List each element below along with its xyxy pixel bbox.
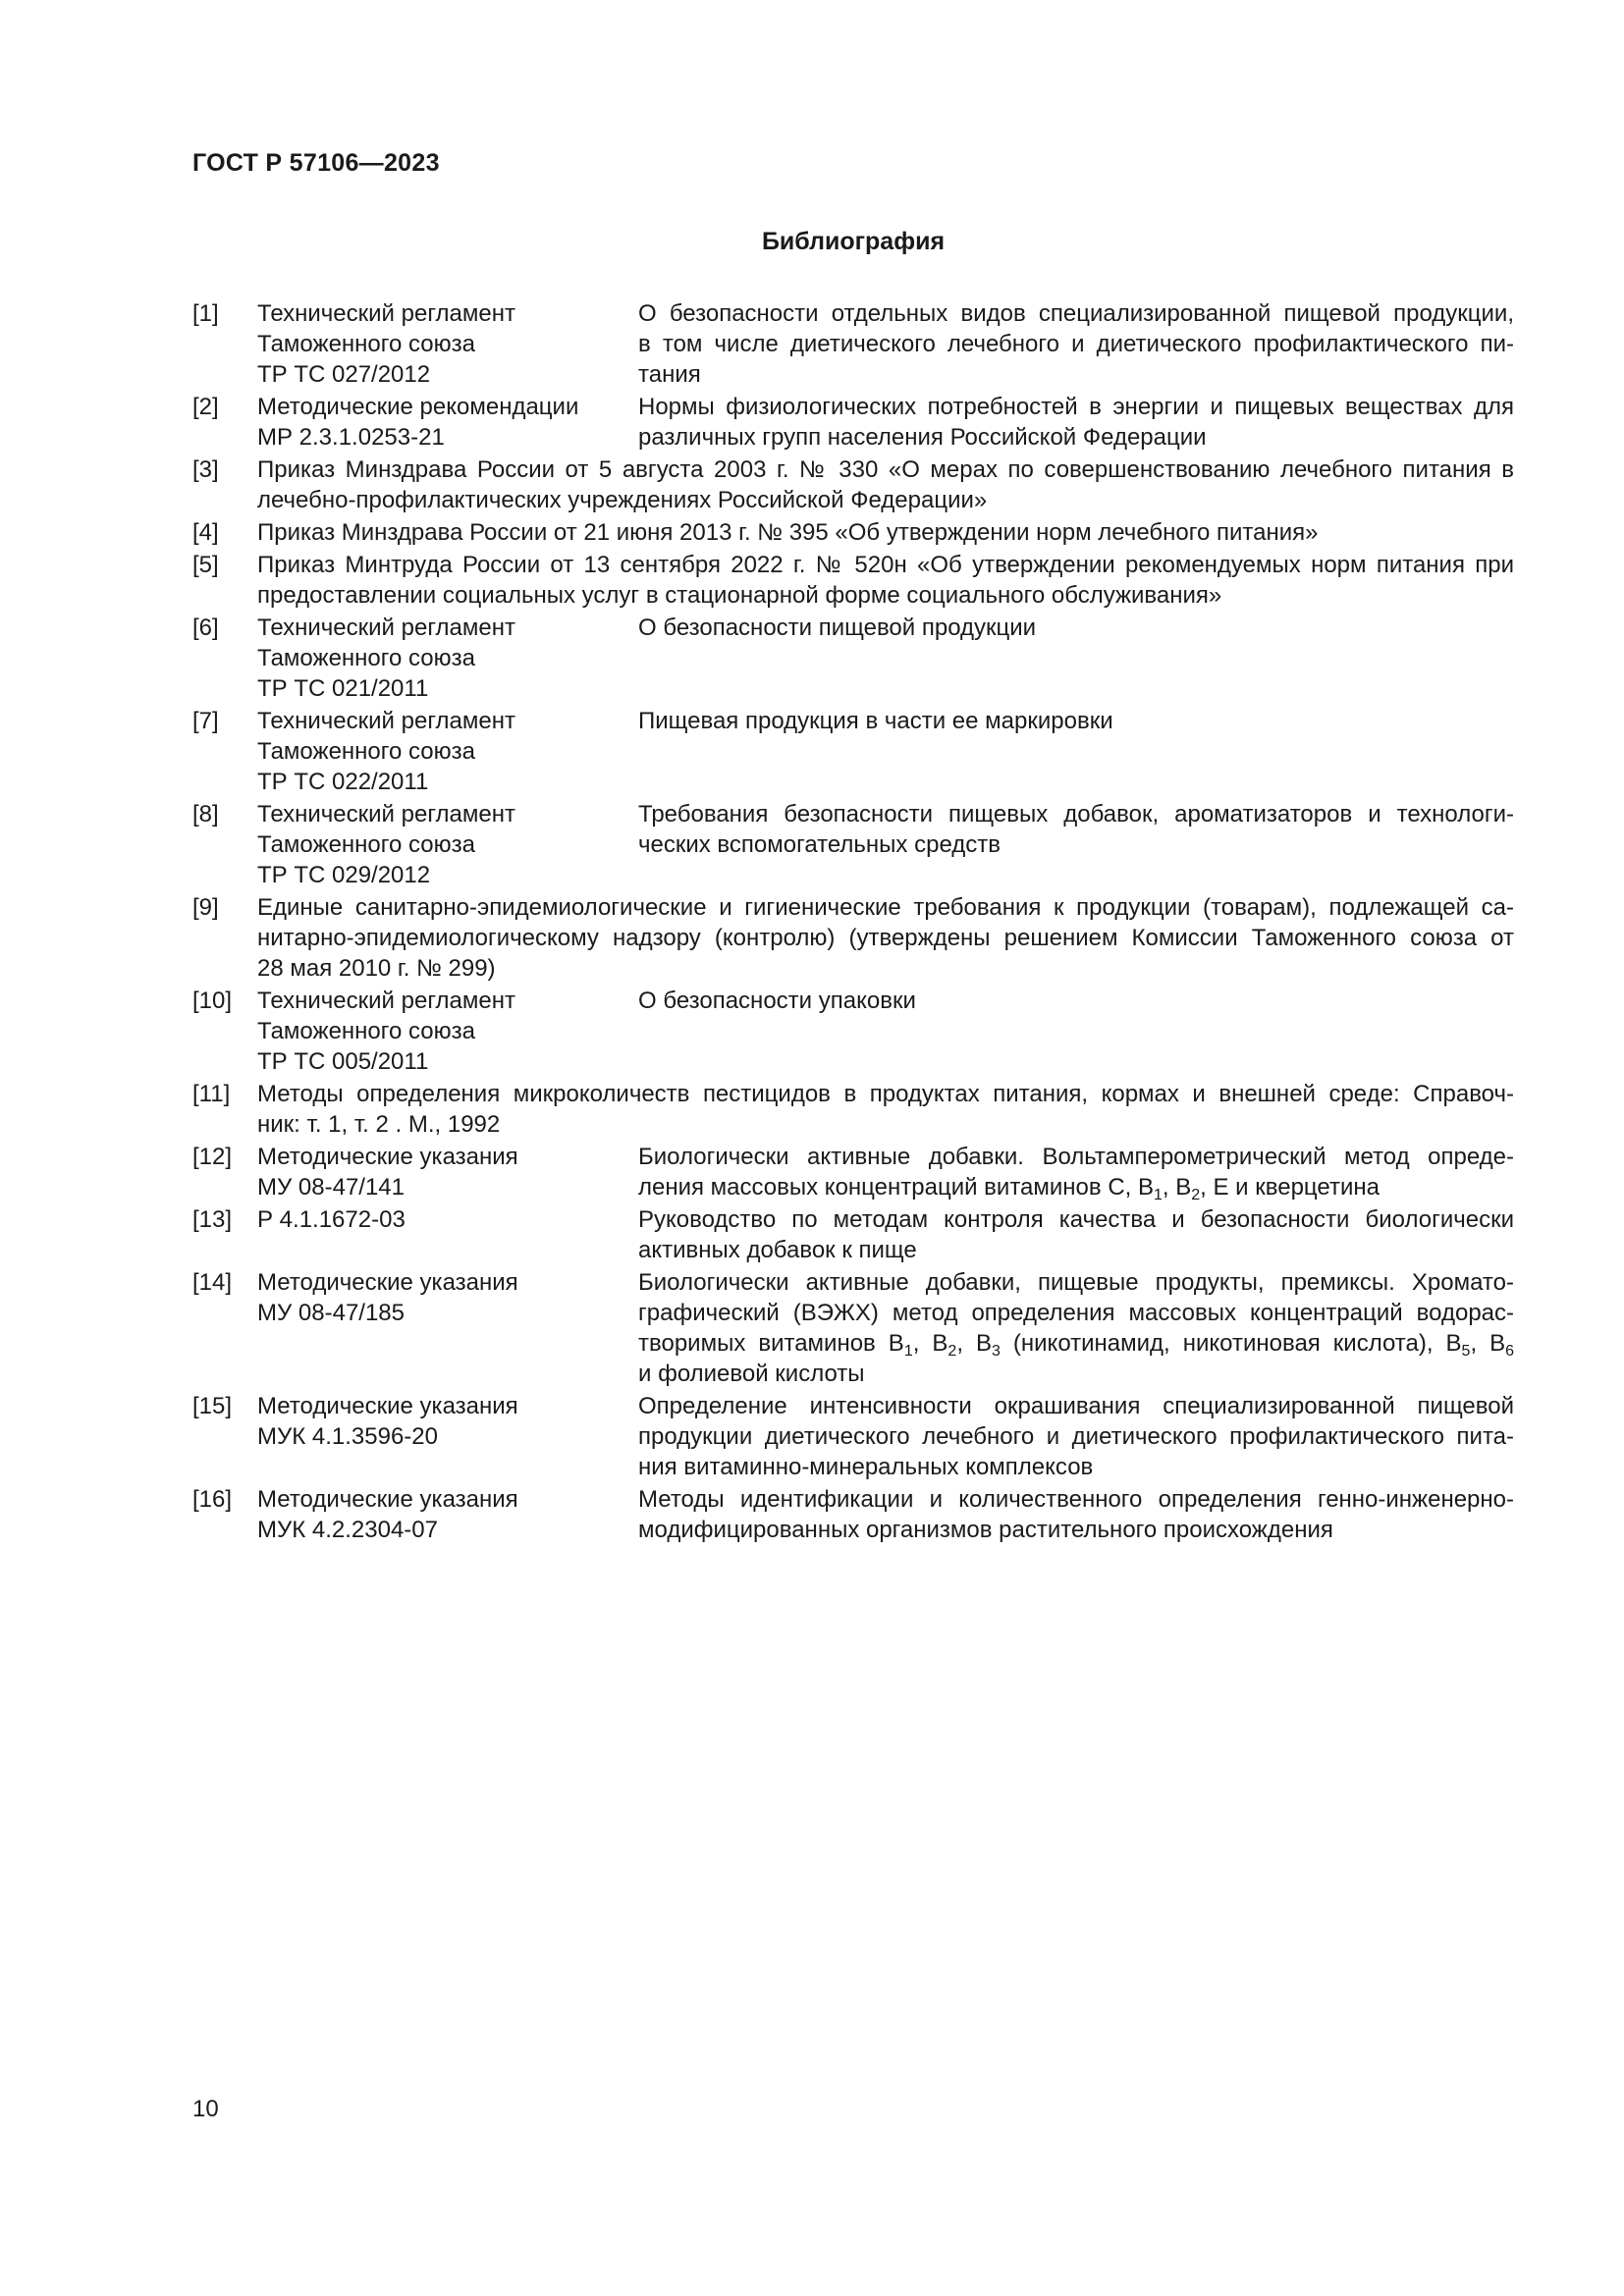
entry-text-line: Приказ Минтруда России от 13 сентября 2022 г. № 520н «Об утверждении рекомендуемых норм питания при [257,552,1514,578]
entry-source-line: Таможенного союза [257,331,475,357]
entry-source-line: МУК 4.1.3596-20 [257,1423,438,1450]
entry-source-line: Технический регламент [257,801,515,828]
bibliography-entry [192,892,1514,984]
entry-number: [9] [192,894,219,921]
entry-description [638,1484,1514,1545]
bibliography-entry [192,1079,1514,1140]
entry-source-line: Технический регламент [257,988,515,1014]
bibliography-entry [192,986,1514,1077]
entry-description-line: и фолиевой кислоты [638,1361,865,1387]
entry-description-line: Биологически активные добавки. Вольтамперометрический метод опреде- [638,1144,1514,1170]
entry-source-line: Технический регламент [257,614,515,641]
entry-description-line: активных добавок к пище [638,1237,917,1263]
entry-number: [8] [192,801,219,828]
entry-number: [13] [192,1206,233,1233]
entry-description-line: тания [638,361,701,388]
entry-source-line: Технический регламент [257,708,515,734]
entry-source [257,986,638,1077]
entry-source-line: МУК 4.2.2304-07 [257,1517,438,1543]
entry-description-line: творимых витаминов $В_1$, $В_2$, $В_3$ (никотинамид, никотиновая кислота), $В_5$, $В_6$ [638,1330,1515,1360]
bibliography-entry [192,1391,1514,1482]
entry-description [638,1142,1514,1202]
entry-description-line: Пищевая продукция в части ее маркировки [638,708,1113,734]
entry-source-line: ТР ТС 029/2012 [257,862,431,888]
page-number: 10 [192,2096,219,2122]
entry-text [257,517,1514,548]
entry-source-line: МР 2.3.1.0253-21 [257,424,445,451]
entry-description-line: Биологически активные добавки, пищевые продукты, премиксы. Хромато- [638,1269,1514,1296]
entry-description [638,1267,1514,1389]
entry-text-line: Единые санитарно-эпидемиологические и гигиенические требования к продукции (товарам), подлежащей са- [257,894,1514,921]
entry-source [257,1391,638,1482]
entry-description-line: Требования безопасности пищевых добавок, ароматизаторов и технологи- [638,801,1514,828]
entry-number: [16] [192,1486,233,1513]
bibliography-entry [192,550,1514,611]
entry-description [638,1204,1514,1265]
document-header: ГОСТ Р 57106—2023 [192,149,440,177]
entry-number: [3] [192,456,219,483]
entry-number: [15] [192,1393,233,1419]
entry-source [257,613,638,704]
entry-source-line: ТР ТС 021/2011 [257,675,429,702]
entry-number: [2] [192,394,219,420]
entry-description-line: модифицированных организмов растительного происхождения [638,1517,1333,1543]
bibliography-entry [192,1142,1514,1202]
entry-source-line: Методические рекомендации [257,394,579,420]
bibliography-entry [192,298,1514,390]
entry-text-line: ник: т. 1, т. 2 . М., 1992 [257,1111,501,1138]
entry-description [638,1391,1514,1482]
entry-description-line: О безопасности пищевой продукции [638,614,1037,641]
section-title: Библиография [761,228,946,255]
entry-text-line: нитарно-эпидемиологическому надзору (контролю) (утверждены решением Комиссии Таможенного союза от [257,925,1514,951]
entry-source-line: ТР ТС 005/2011 [257,1048,429,1075]
entry-text-line: Приказ Минздрава России от 5 августа 2003 г. № 330 «О мерах по совершенствованию лечебного питания в [257,456,1514,483]
entry-source-line: ТР ТС 022/2011 [257,769,429,795]
entry-number: [12] [192,1144,233,1170]
bibliography-entry [192,517,1514,548]
entry-source [257,392,638,453]
entry-description [638,392,1514,453]
entry-description-line: Нормы физиологических потребностей в энергии и пищевых веществах для [638,394,1514,420]
entry-description-line: О безопасности отдельных видов специализированной пищевой продукции, [638,300,1514,327]
bibliography-entry [192,613,1514,704]
entry-number: [6] [192,614,219,641]
entry-text-line: предоставлении социальных услуг в стационарной форме социального обслуживания» [257,582,1222,609]
entry-description [638,613,1514,704]
entry-description [638,986,1514,1077]
entry-source-line: Методические указания [257,1486,518,1513]
entry-description-line: Методы идентификации и количественного определения генно-инженерно- [638,1486,1514,1513]
entry-description-line: в том числе диетического лечебного и диетического профилактического пи- [638,331,1514,357]
entry-source-line: Таможенного союза [257,1018,475,1044]
entry-number: [5] [192,552,219,578]
entry-source-line: Таможенного союза [257,831,475,858]
bibliography-entry [192,392,1514,453]
entry-text [257,454,1514,515]
entry-source [257,1484,638,1545]
bibliography-entry [192,706,1514,797]
entry-source-line: Таможенного союза [257,645,475,671]
entry-source-line: Методические указания [257,1144,518,1170]
entry-number: [1] [192,300,219,327]
entry-description-line: ческих вспомогательных средств [638,831,1001,858]
entry-description-line: О безопасности упаковки [638,988,916,1014]
entry-source [257,1267,638,1389]
entry-description-line: ния витаминно-минеральных комплексов [638,1454,1094,1480]
entry-text-line: лечебно-профилактических учреждениях Российской Федерации» [257,487,988,513]
entry-number: [14] [192,1269,233,1296]
entry-number: [10] [192,988,233,1014]
entry-text-line: Методы определения микроколичеств пестицидов в продуктах питания, кормах и внешней среде: Справоч- [257,1081,1514,1107]
bibliography-entry [192,1484,1514,1545]
entry-description-line: ления массовых концентраций витаминов С, $В_1$, $В_2$, Е и кверцетина [638,1174,1380,1203]
bibliography-entry [192,1267,1514,1389]
entry-text-line: Приказ Минздрава России от 21 июня 2013 г. № 395 «Об утверждении норм лечебного питания» [257,519,1319,546]
entry-description-line: Руководство по методам контроля качества и безопасности биологически [638,1206,1514,1233]
entry-source-line: МУ 08-47/185 [257,1300,405,1326]
entry-source [257,706,638,797]
entry-source [257,1204,638,1265]
entry-text [257,1079,1514,1140]
bibliography-entry [192,1204,1514,1265]
entry-source [257,1142,638,1202]
entry-source-line: Таможенного союза [257,738,475,765]
entry-description [638,298,1514,390]
bibliography-entry [192,799,1514,890]
entry-text-line: 28 мая 2010 г. № 299) [257,955,496,982]
entry-text [257,550,1514,611]
entry-source-line: Р 4.1.1672-03 [257,1206,406,1233]
entry-source [257,799,638,890]
entry-source-line: Методические указания [257,1393,518,1419]
entry-source-line: ТР ТС 027/2012 [257,361,431,388]
bibliography-list [192,298,1514,1547]
entry-number: [4] [192,519,219,546]
entry-description [638,706,1514,797]
entry-number: [7] [192,708,219,734]
entry-description-line: графический (ВЭЖХ) метод определения массовых концентраций водорас- [638,1300,1514,1326]
entry-source-line: Технический регламент [257,300,515,327]
entry-source [257,298,638,390]
entry-text [257,892,1514,984]
entry-source-line: Методические указания [257,1269,518,1296]
entry-description [638,799,1514,890]
entry-number: [11] [192,1081,231,1107]
entry-source-line: МУ 08-47/141 [257,1174,405,1201]
entry-description-line: Определение интенсивности окрашивания специализированной пищевой [638,1393,1514,1419]
entry-description-line: различных групп населения Российской Федерации [638,424,1207,451]
bibliography-entry [192,454,1514,515]
entry-description-line: продукции диетического лечебного и диетического профилактического пита- [638,1423,1514,1450]
